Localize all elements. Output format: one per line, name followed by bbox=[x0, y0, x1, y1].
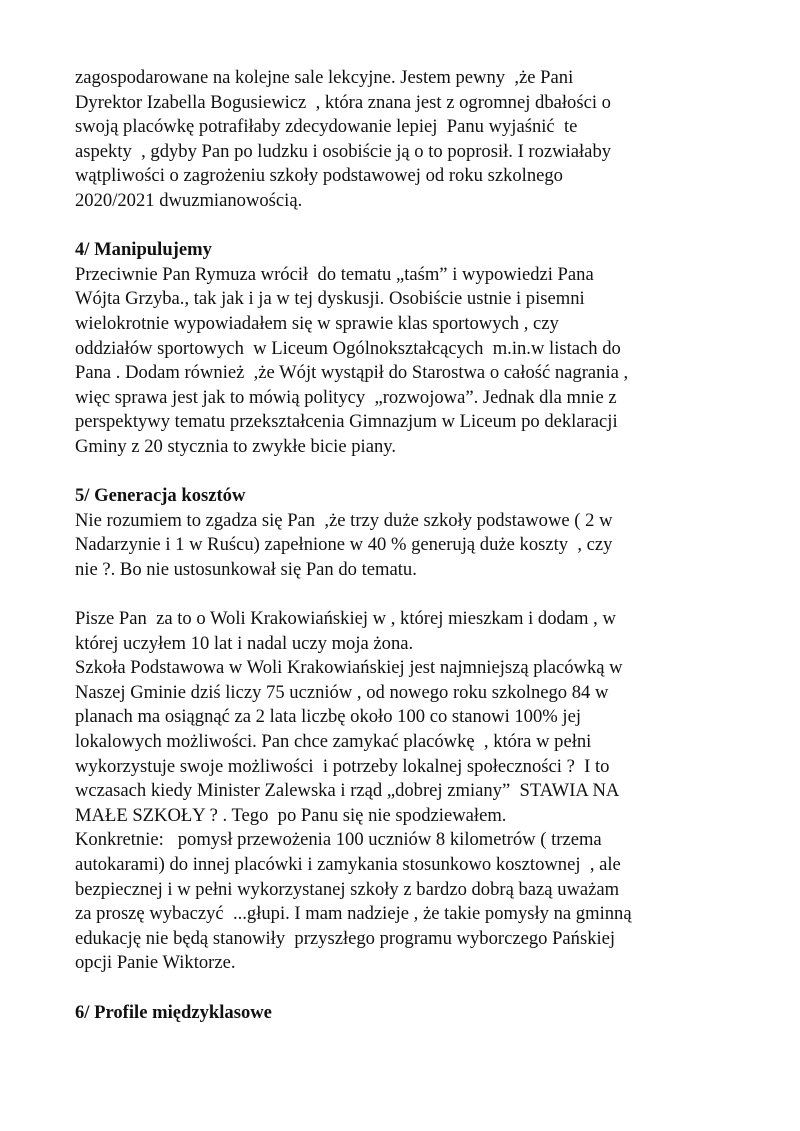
text-line: aspekty , gdyby Pan po ludzku i osobiście ją o to poprosił. I rozwiałaby bbox=[75, 140, 612, 162]
paragraph-spacer bbox=[75, 582, 755, 607]
text-line: swoją placówkę potrafiłaby zdecydowanie lepiej Panu wyjaśnić te bbox=[75, 116, 578, 138]
section-4 bbox=[75, 238, 755, 459]
text-line: autokarami) do innej placówki i zamykania stosunkowo kosztownej , ale bbox=[75, 854, 621, 875]
text-line: Naszej Gminie dziś liczy 75 uczniów , od nowego roku szkolnego 84 w bbox=[75, 681, 609, 703]
text-line: Konkretnie: pomysł przewożenia 100 uczniów 8 kilometrów ( trzema bbox=[75, 829, 602, 851]
text-line: za proszę wybaczyć ...głupi. I mam nadzieje , że takie pomysły na gminną bbox=[75, 903, 632, 925]
text-line: Gminy z 20 stycznia to zwykłe bicie piany. bbox=[75, 435, 396, 457]
text-line: bezpiecznej i w pełni wykorzystanej szkoły z bardzo dobrą bazą uważam bbox=[75, 878, 620, 900]
text-line: opcji Panie Wiktorze. bbox=[75, 952, 236, 974]
intro-paragraph bbox=[75, 66, 755, 214]
paragraph-spacer bbox=[75, 460, 755, 485]
text-line: której uczyłem 10 lat i nadal uczy moja żona. bbox=[75, 632, 414, 654]
text-line: perspektywy tematu przekształcenia Gimnazjum w Liceum po deklaracji bbox=[75, 411, 618, 433]
text-line: oddziałów sportowych w Liceum Ogólnokształcących m.in.w listach do bbox=[75, 337, 621, 359]
text-line: wykorzystuje swoje możliwości i potrzeby lokalnej społeczności ? I to bbox=[75, 755, 610, 777]
text-line: planach ma osiągnąć za 2 lata liczbę około 100 co stanowi 100% jej bbox=[75, 706, 581, 728]
text-line: Dyrektor Izabella Bogusiewicz , która znana jest z ogromnej dbałości o bbox=[75, 91, 611, 113]
section-6 bbox=[75, 1001, 755, 1026]
text-line: edukację nie będą stanowiły przyszłego programu wyborczego Pańskiej bbox=[75, 927, 616, 949]
paragraph-spacer bbox=[75, 214, 755, 239]
text-line: Przeciwnie Pan Rymuza wrócił do tematu „taśm” i wypowiedzi Pana bbox=[75, 263, 594, 285]
text-line: wątpliwości o zagrożeniu szkoły podstawowej od roku szkolnego bbox=[75, 165, 563, 187]
section-heading: 6/ Profile międzyklasowe bbox=[75, 1001, 272, 1023]
text-line: więc sprawa jest jak to mówią politycy „rozwojowa”. Jednak dla mnie z bbox=[75, 386, 617, 408]
section-5 bbox=[75, 484, 755, 976]
document-page bbox=[75, 66, 755, 1025]
text-line: Nadarzynie i 1 w Ruścu) zapełnione w 40 % generują duże koszty , czy bbox=[75, 534, 613, 556]
text-line: Wójta Grzyba., tak jak i ja w tej dyskusji. Osobiście ustnie i pisemni bbox=[75, 288, 585, 310]
section-heading: 4/ Manipulujemy bbox=[75, 239, 212, 261]
text-line: Pisze Pan za to o Woli Krakowiańskiej w , której mieszkam i dodam , w bbox=[75, 608, 616, 630]
text-line: Nie rozumiem to zgadza się Pan ,że trzy duże szkoły podstawowe ( 2 w bbox=[75, 509, 613, 531]
text-line: lokalowych możliwości. Pan chce zamykać placówkę , która w pełni bbox=[75, 731, 592, 753]
text-line: Pana . Dodam również ,że Wójt wystąpił do Starostwa o całość nagrania , bbox=[75, 362, 629, 384]
text-line: zagospodarowane na kolejne sale lekcyjne. Jestem pewny ,że Pani bbox=[75, 67, 574, 88]
text-line: nie ?. Bo nie ustosunkował się Pan do tematu. bbox=[75, 558, 417, 580]
text-line: Szkoła Podstawowa w Woli Krakowiańskiej jest najmniejszą placówką w bbox=[75, 657, 623, 679]
text-line: 2020/2021 dwuzmianowością. bbox=[75, 189, 303, 211]
text-line: MAŁE SZKOŁY ? . Tego po Panu się nie spodziewałem. bbox=[75, 804, 507, 826]
text-line: wielokrotnie wypowiadałem się w sprawie klas sportowych , czy bbox=[75, 312, 559, 334]
paragraph-spacer bbox=[75, 976, 755, 1001]
text-line: wczasach kiedy Minister Zalewska i rząd „dobrej zmiany” STAWIA NA bbox=[75, 780, 620, 802]
section-heading: 5/ Generacja kosztów bbox=[75, 485, 246, 507]
